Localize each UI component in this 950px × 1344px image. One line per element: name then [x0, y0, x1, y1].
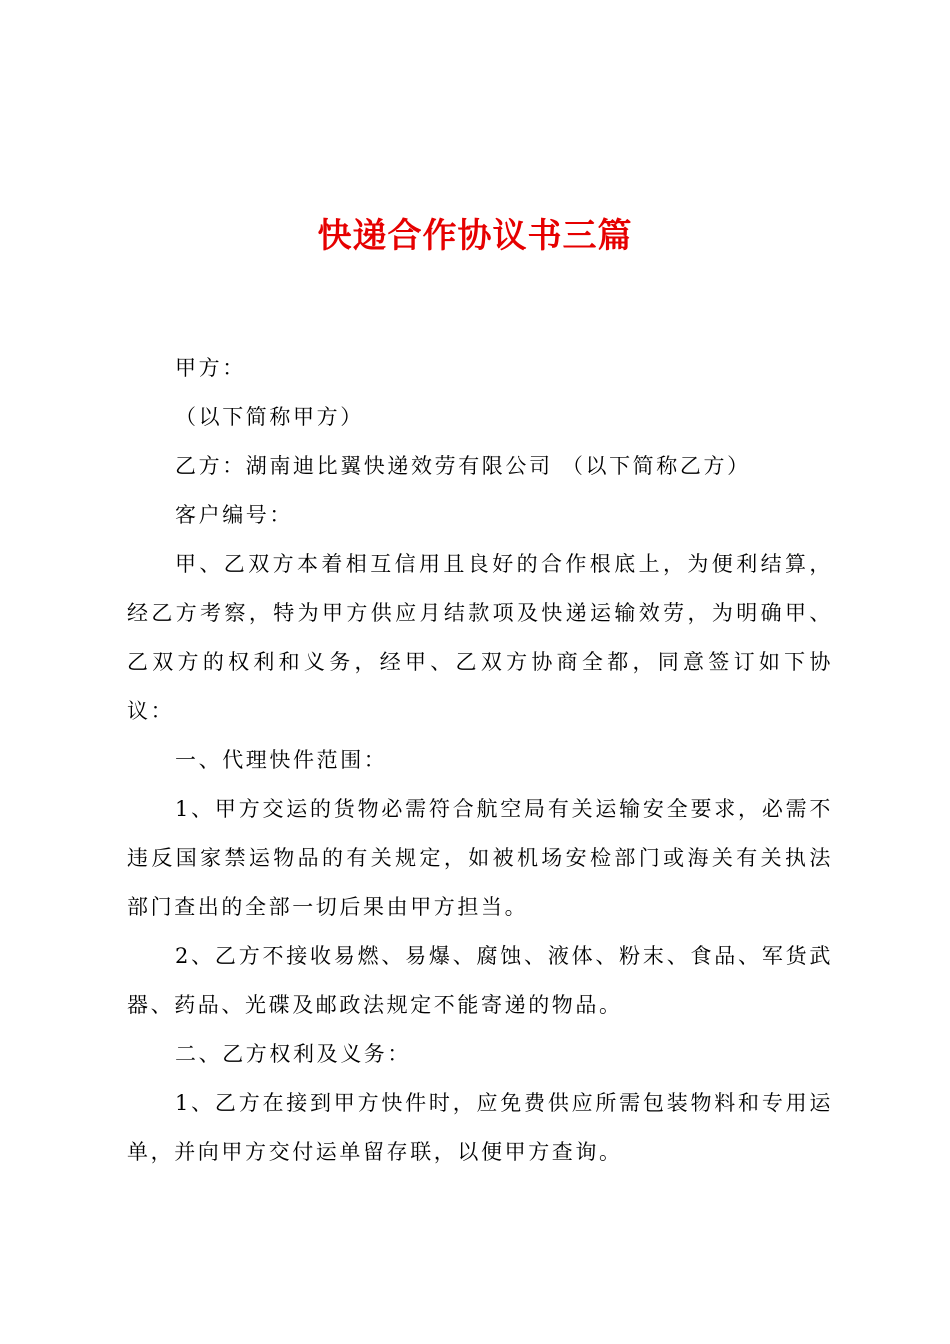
intro-paragraph: 甲、乙双方本着相互信用且良好的合作根底上，为便利结算，经乙方考察，特为甲方供应月结款项及快递运输效劳，为明确甲、乙双方的权利和义务，经甲、乙双方协商全都，同意签订如下协议：	[127, 552, 833, 723]
scope-clause-2: 2、乙方不接收易燃、易爆、腐蚀、液体、粉末、食品、军货武器、药品、光碟及邮政法规定不能寄递的物品。	[127, 944, 833, 1017]
scope-clause-1: 1、甲方交运的货物必需符合航空局有关运输安全要求，必需不违反国家禁运物品的有关规定，如被机场安检部门或海关有关执法部门查出的全部一切后果由甲方担当。	[127, 797, 833, 919]
party-a-abbreviation-line: （以下简称甲方）	[175, 405, 364, 429]
party-b-line: 乙方：湖南迪比翼快递效劳有限公司 （以下简称乙方）	[175, 454, 751, 478]
section-heading-scope: 一、代理快件范围：	[175, 748, 388, 772]
section-heading-party-b-rights: 二、乙方权利及义务：	[175, 1042, 411, 1066]
customer-number-line: 客户编号：	[175, 503, 293, 527]
party-b-clause-1: 1、乙方在接到甲方快件时，应免费供应所需包装物料和专用运单，并向甲方交付运单留存联，以便甲方查询。	[127, 1091, 833, 1164]
party-a-line: 甲方：	[175, 356, 246, 380]
document-body	[127, 344, 833, 1177]
document-title: 快递合作协议书三篇	[317, 216, 633, 256]
